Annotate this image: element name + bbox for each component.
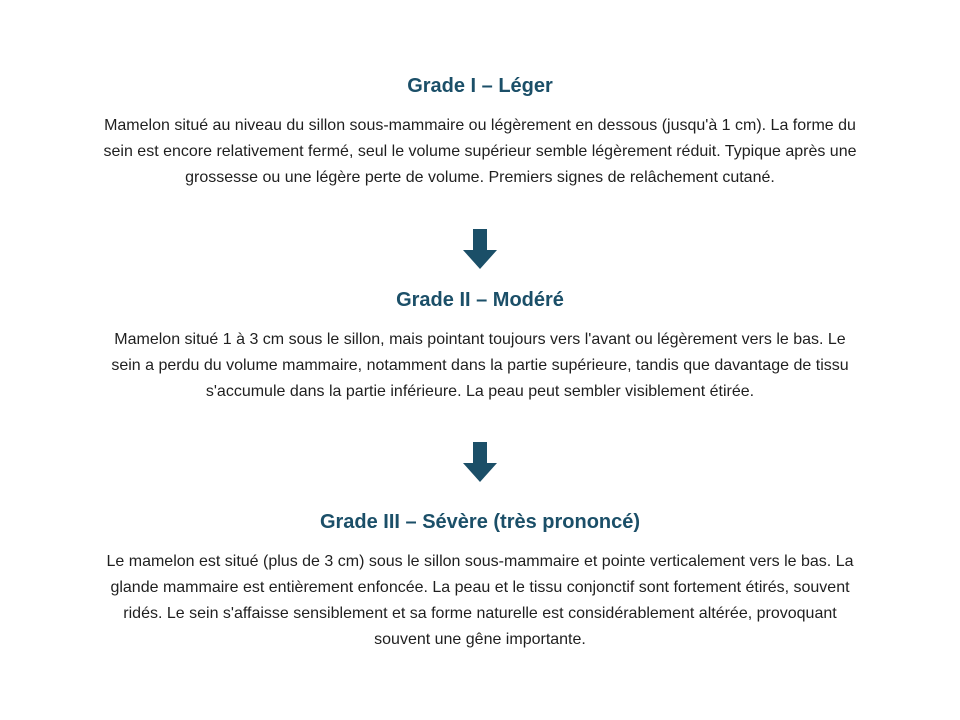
grade-3-block — [100, 510, 860, 653]
arrow-down-icon — [463, 229, 497, 269]
grade-1-description: Mamelon situé au niveau du sillon sous-mammaire ou légèrement en dessous (jusqu'à 1 cm). La forme du sein est encore relativement fermé, seul le volume supérieur semble légèrement réduit. Typique après une grossesse ou une légère perte de volume. Premiers signes de relâchement cutané. — [103, 117, 857, 186]
grade-2-description: Mamelon situé 1 à 3 cm sous le sillon, mais pointant toujours vers l'avant ou légèrement vers le bas. Le sein a perdu du volume mammaire, notamment dans la partie supérieure, tandis que davantage de tissu s'accumule dans la partie inférieure. La peau peut sembler visiblement étirée. — [111, 331, 849, 400]
grade-3-title: Grade III – Sévère (très prononcé) — [319, 511, 641, 533]
grade-3-description: Le mamelon est situé (plus de 3 cm) sous le sillon sous-mammaire et pointe verticalement vers le bas. La glande mammaire est entièrement enfoncée. La peau et le tissu conjonctif sont fortement étirés, souvent ridés. Le sein s'affaisse sensiblement et sa forme naturelle est considérablement altérée, provoquant souvent une gêne importante. — [106, 553, 854, 648]
grade-2-block — [100, 288, 860, 405]
grade-1-title: Grade I – Léger — [407, 75, 553, 97]
grade-2-title: Grade II – Modéré — [396, 289, 564, 311]
arrow-down-icon — [463, 442, 497, 482]
grade-1-block — [100, 74, 860, 191]
